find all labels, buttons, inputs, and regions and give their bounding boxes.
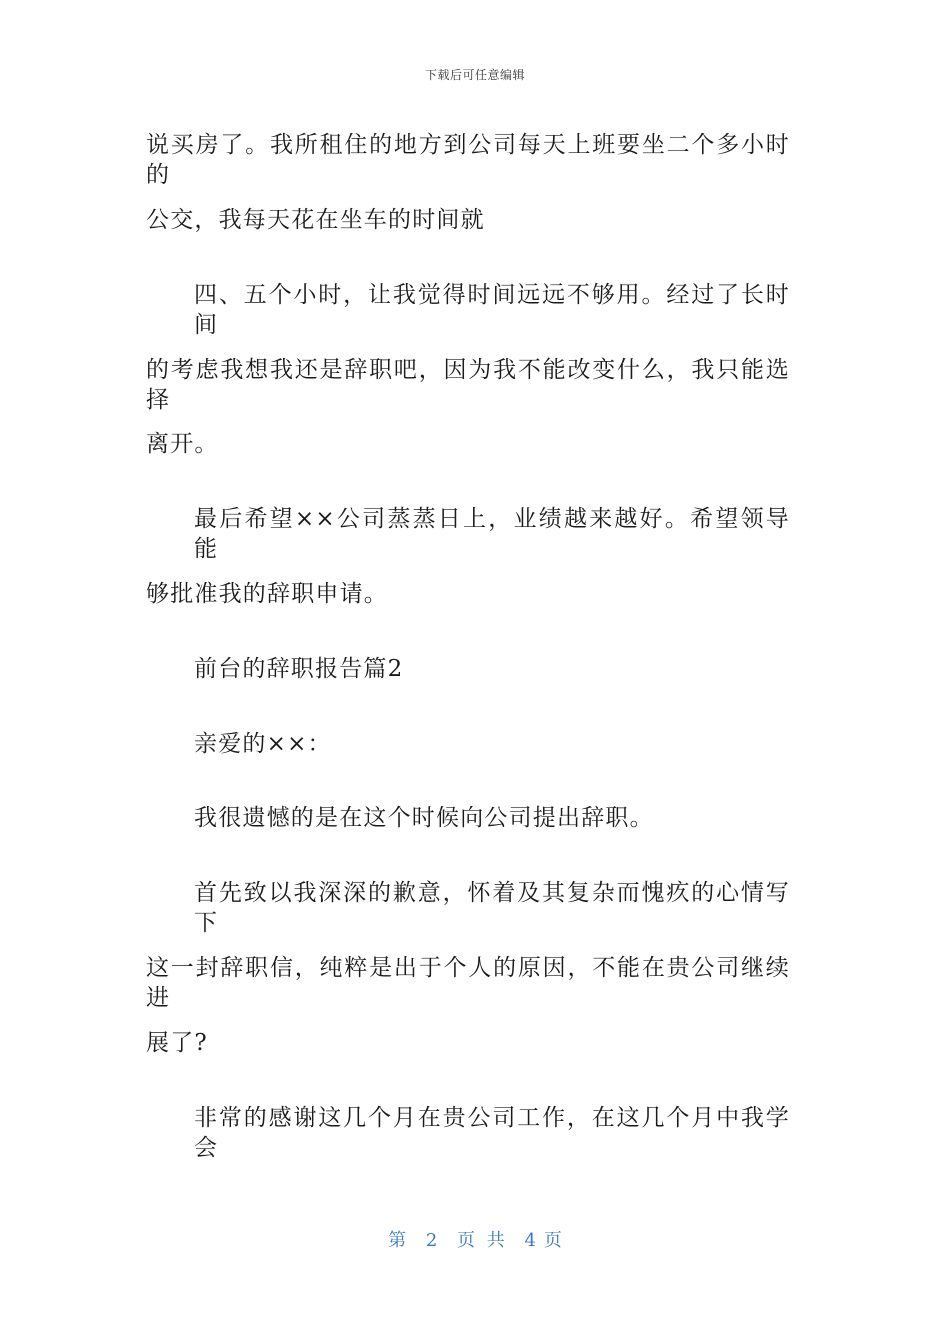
body-line-5: 离开。 xyxy=(146,431,219,457)
body-line-3: 四、五个小时，让我觉得时间远远不够用。经过了长时间 xyxy=(194,282,790,338)
body-line-14: 非常的感谢这几个月在贵公司工作，在这几个月中我学会 xyxy=(194,1105,790,1161)
footer-middle: 页 共 xyxy=(457,1230,505,1251)
footer-current-page: 2 xyxy=(425,1230,438,1251)
body-line-12: 这一封辞职信，纯粹是出于个人的原因，不能在贵公司继续进 xyxy=(146,955,790,1011)
section-heading: 前台的辞职报告篇2 xyxy=(194,656,404,682)
body-line-7: 够批准我的辞职申请。 xyxy=(146,581,388,607)
salutation: 亲爱的××： xyxy=(194,731,332,757)
body-line-1: 说买房了。我所租住的地方到公司每天上班要坐二个多小时的 xyxy=(146,132,790,188)
page-header: 下载后可任意编辑 xyxy=(424,68,525,82)
body-line-11: 首先致以我深深的歉意，怀着及其复杂而愧疚的心情写下 xyxy=(194,880,790,936)
body-line-4: 的考虑我想我还是辞职吧，因为我不能改变什么，我只能选择 xyxy=(146,357,790,413)
footer-prefix: 第 xyxy=(388,1230,407,1251)
footer-total-pages: 4 xyxy=(524,1230,536,1251)
body-line-10: 我很遗憾的是在这个时候向公司提出辞职。 xyxy=(194,805,654,831)
footer-suffix: 页 xyxy=(543,1230,562,1251)
body-line-6: 最后希望××公司蒸蒸日上，业绩越来越好。希望领导能 xyxy=(194,506,790,562)
body-line-13: 展了? xyxy=(146,1030,208,1056)
page-footer xyxy=(0,1226,950,1252)
body-line-2: 公交，我每天花在坐车的时间就 xyxy=(146,207,485,233)
